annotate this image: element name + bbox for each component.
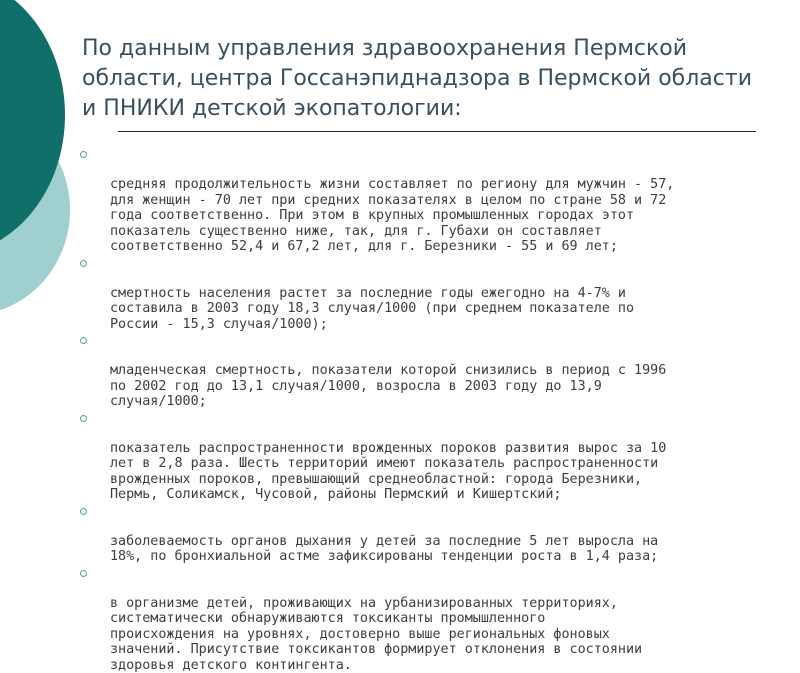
title-divider bbox=[118, 131, 756, 132]
list-item-text: показатель распространенности врожденных пороков развития вырос за 10 лет в 2,8 раза. Шесть территорий имеют показатель распространенности врожденных пороков, превышающий среднеобластной: города Березники, Пермь, Соликамск, Чусовой, районы Пермский и Кишертский; bbox=[110, 441, 666, 503]
list-item-text: смертность населения растет за последние годы ежегодно на 4-7% и составила в 2003 году 18,3 случая/1000 (при среднем показателе по России - 15,3 случая/1000); bbox=[110, 286, 634, 332]
list-item bbox=[78, 146, 793, 255]
bullet-circle-icon bbox=[80, 337, 87, 344]
list-item-text: средняя продолжительность жизни составляет по региону для мужчин - 57, для женщин - 70 лет при средних показателях в целом по стране 58 и 72 года соответственно. При этом в крупных промышленных городах этот показатель существенно ниже, так, для г. Губахи он составляет соответственно 52,4 и 67,2 лет, для г. Березники - 55 и 69 лет; bbox=[110, 177, 674, 254]
list-item-text: заболеваемость органов дыхания у детей за последние 5 лет выросла на 18%, по бронхиальной астме зафиксированы тенденции роста в 1,4 раза; bbox=[110, 534, 658, 565]
bullet-circle-icon bbox=[80, 151, 87, 158]
list-item bbox=[78, 332, 793, 410]
list-item-text: младенческая смертность, показатели которой снизились в период с 1996 по 2002 год до 13,1 случая/1000, возросла в 2003 году до 13,9 случая/1000; bbox=[110, 363, 666, 409]
bullet-circle-icon bbox=[80, 415, 87, 422]
list-item bbox=[78, 255, 793, 333]
bullet-list bbox=[78, 146, 793, 673]
bullet-circle-icon bbox=[80, 508, 87, 515]
bullet-circle-icon bbox=[80, 570, 87, 577]
list-item bbox=[78, 410, 793, 503]
bullet-circle-icon bbox=[80, 260, 87, 267]
list-item bbox=[78, 503, 793, 565]
slide-title: По данным управления здравоохранения Пермской области, центра Госсанэпиднадзора в Пермской области и ПНИКИ детской экопатологии: bbox=[82, 34, 792, 124]
list-item bbox=[78, 565, 793, 673]
list-item-text: в организме детей, проживающих на урбанизированных территориях, систематически обнаруживаются токсиканты промышленного происхождения на уровнях, достоверно выше региональных фоновых значений. Присутствие токсикантов формирует отклонения в состоянии здоровья детского контингента. bbox=[110, 596, 642, 673]
